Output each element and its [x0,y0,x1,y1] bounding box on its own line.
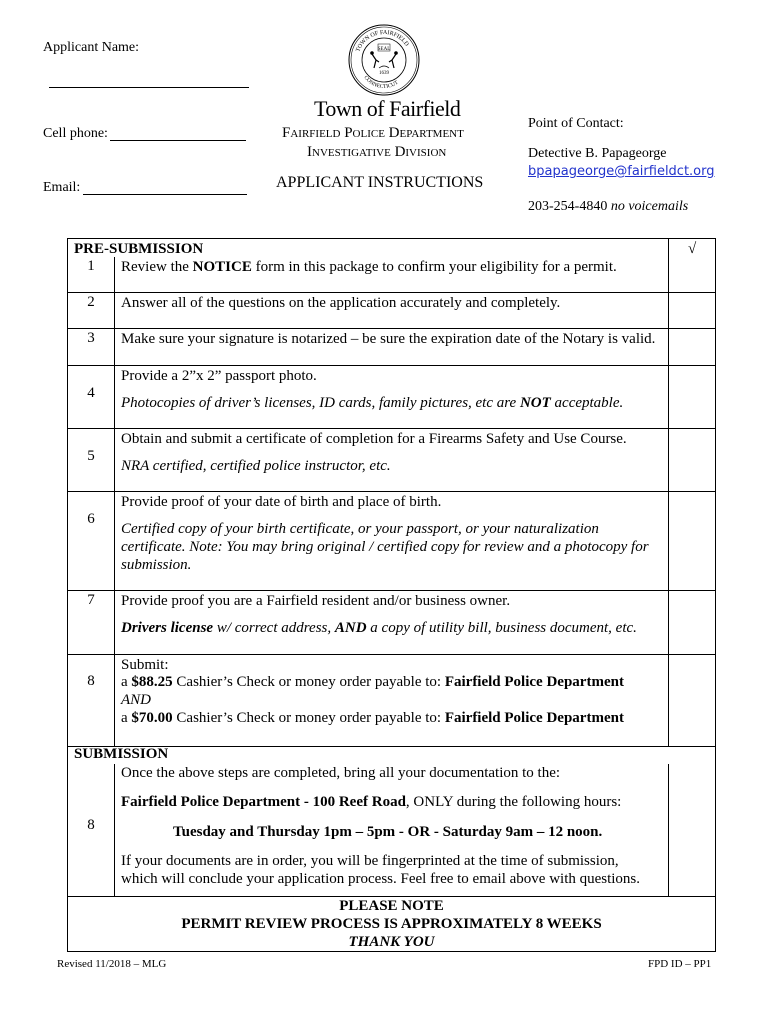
row-number: 2 [87,294,95,310]
table-row-7-text: Provide proof you are a Fairfield resident and/or business owner. [121,593,511,609]
submission-fingerprint-line-2: which will conclude your application process. Feel free to email above with questions. [121,871,641,887]
table-row-5-note: NRA certified, certified police instructor, etc. [121,458,391,474]
form-id: FPD ID – PP1 [648,958,712,970]
revision-note: Revised 11/2018 – MLG [57,958,167,970]
row-5-checkbox[interactable] [669,429,715,491]
row-number: 5 [87,448,95,464]
row-7-checkbox[interactable] [669,591,715,654]
table-row-4-text: Provide a 2”x 2” passport photo. [121,368,317,384]
seal-top-text: TOWN OF FAIRFIELD [355,29,410,53]
submission-location: Fairfield Police Department - 100 Reef Road, ONLY during the following hours: [121,794,622,810]
note-heading: PLEASE NOTE [339,898,444,914]
table-row-8-payment-2: a $70.00 Cashier’s Check or money order payable to: Fairfield Police Department [121,710,624,726]
cell-phone-field[interactable] [110,140,246,141]
contact-name: Detective B. Papageorge [528,146,667,161]
department-name: Fairfield Police Department [282,125,464,141]
applicant-name-field[interactable] [49,87,249,88]
contact-phone-number: 203-254-4840 [528,199,608,214]
note-review-time: PERMIT REVIEW PROCESS IS APPROXIMATELY 8 WEEKS [181,916,602,932]
row-1-checkbox[interactable] [669,257,715,292]
column-divider [114,764,115,896]
instructions-table [67,238,716,952]
table-row-6-text: Provide proof of your date of birth and place of birth. [121,494,442,510]
submission-intro: Once the above steps are completed, bring all your documentation to the: [121,765,561,781]
row-number: 3 [87,330,95,346]
table-row-2-text: Answer all of the questions on the application accurately and completely. [121,295,561,311]
contact-phone-note: no voicemails [610,199,689,214]
town-title: Town of Fairfield [314,96,461,121]
seal-bottom-text: CONNECTICUT [362,74,400,91]
document-title: APPLICANT INSTRUCTIONS [276,174,484,191]
check-column-header: √ [688,241,697,257]
row-4-checkbox[interactable] [669,366,715,428]
cell-phone-label: Cell phone: [43,126,108,141]
row-3-checkbox[interactable] [669,329,715,365]
table-row-8-payment-1: a $88.25 Cashier’s Check or money order payable to: Fairfield Police Department [121,674,624,690]
seal-center-text: SEAL [377,47,391,52]
table-row-6-note-line-1: Certified copy of your birth certificate, or your passport, or your naturalization [121,521,599,537]
row-number: 1 [87,258,95,274]
division-name: Investigative Division [307,144,447,160]
row-2-checkbox[interactable] [669,293,715,328]
seal-year-text: 1639 [379,71,389,76]
email-field[interactable] [83,194,247,195]
contact-phone [528,199,688,215]
column-divider [114,257,115,746]
table-row-8-submit: Submit: [121,657,169,673]
table-row-6-note-line-3: submission. [121,557,192,573]
table-row-7-note: Drivers license w/ correct address, AND a copy of utility bill, business document, etc. [121,620,637,636]
row-number: 6 [87,511,95,527]
row-number: 7 [87,592,95,608]
row-number: 8 [87,673,95,689]
row-6-checkbox[interactable] [669,492,715,590]
table-row-4-note: Photocopies of driver’s licenses, ID cards, family pictures, etc are NOT acceptable. [121,395,624,411]
table-row-5-text: Obtain and submit a certificate of completion for a Firearms Safety and Use Course. [121,431,627,447]
table-row-1-text: Review the NOTICE form in this package to confirm your eligibility for a permit. [121,259,617,275]
row-8-checkbox[interactable] [669,655,715,746]
email-label: Email: [43,180,81,195]
table-row-6-note-line-2: certificate. Note: You may bring original / certified copy for review and a photocopy for [121,539,649,555]
point-of-contact-label: Point of Contact: [528,116,624,131]
pre-submission-heading: PRE-SUBMISSION [74,241,204,257]
row-number: 8 [87,817,95,833]
submission-checkbox[interactable] [669,765,715,896]
table-row-8-and: AND [121,692,151,708]
contact-email-link[interactable]: bpapageorge@fairfieldct.org [528,164,715,179]
note-thank-you: THANK YOU [348,934,435,950]
submission-heading: SUBMISSION [74,746,169,762]
table-row-3-text: Make sure your signature is notarized – be sure the expiration date of the Notary is valid. [121,331,656,347]
town-seal-icon [348,24,420,96]
row-number: 4 [87,385,95,401]
submission-hours: Tuesday and Thursday 1pm – 5pm - OR - Saturday 9am – 12 noon. [173,824,603,840]
submission-fingerprint-line-1: If your documents are in order, you will be fingerprinted at the time of submission, [121,853,619,869]
applicant-name-label: Applicant Name: [43,40,140,55]
